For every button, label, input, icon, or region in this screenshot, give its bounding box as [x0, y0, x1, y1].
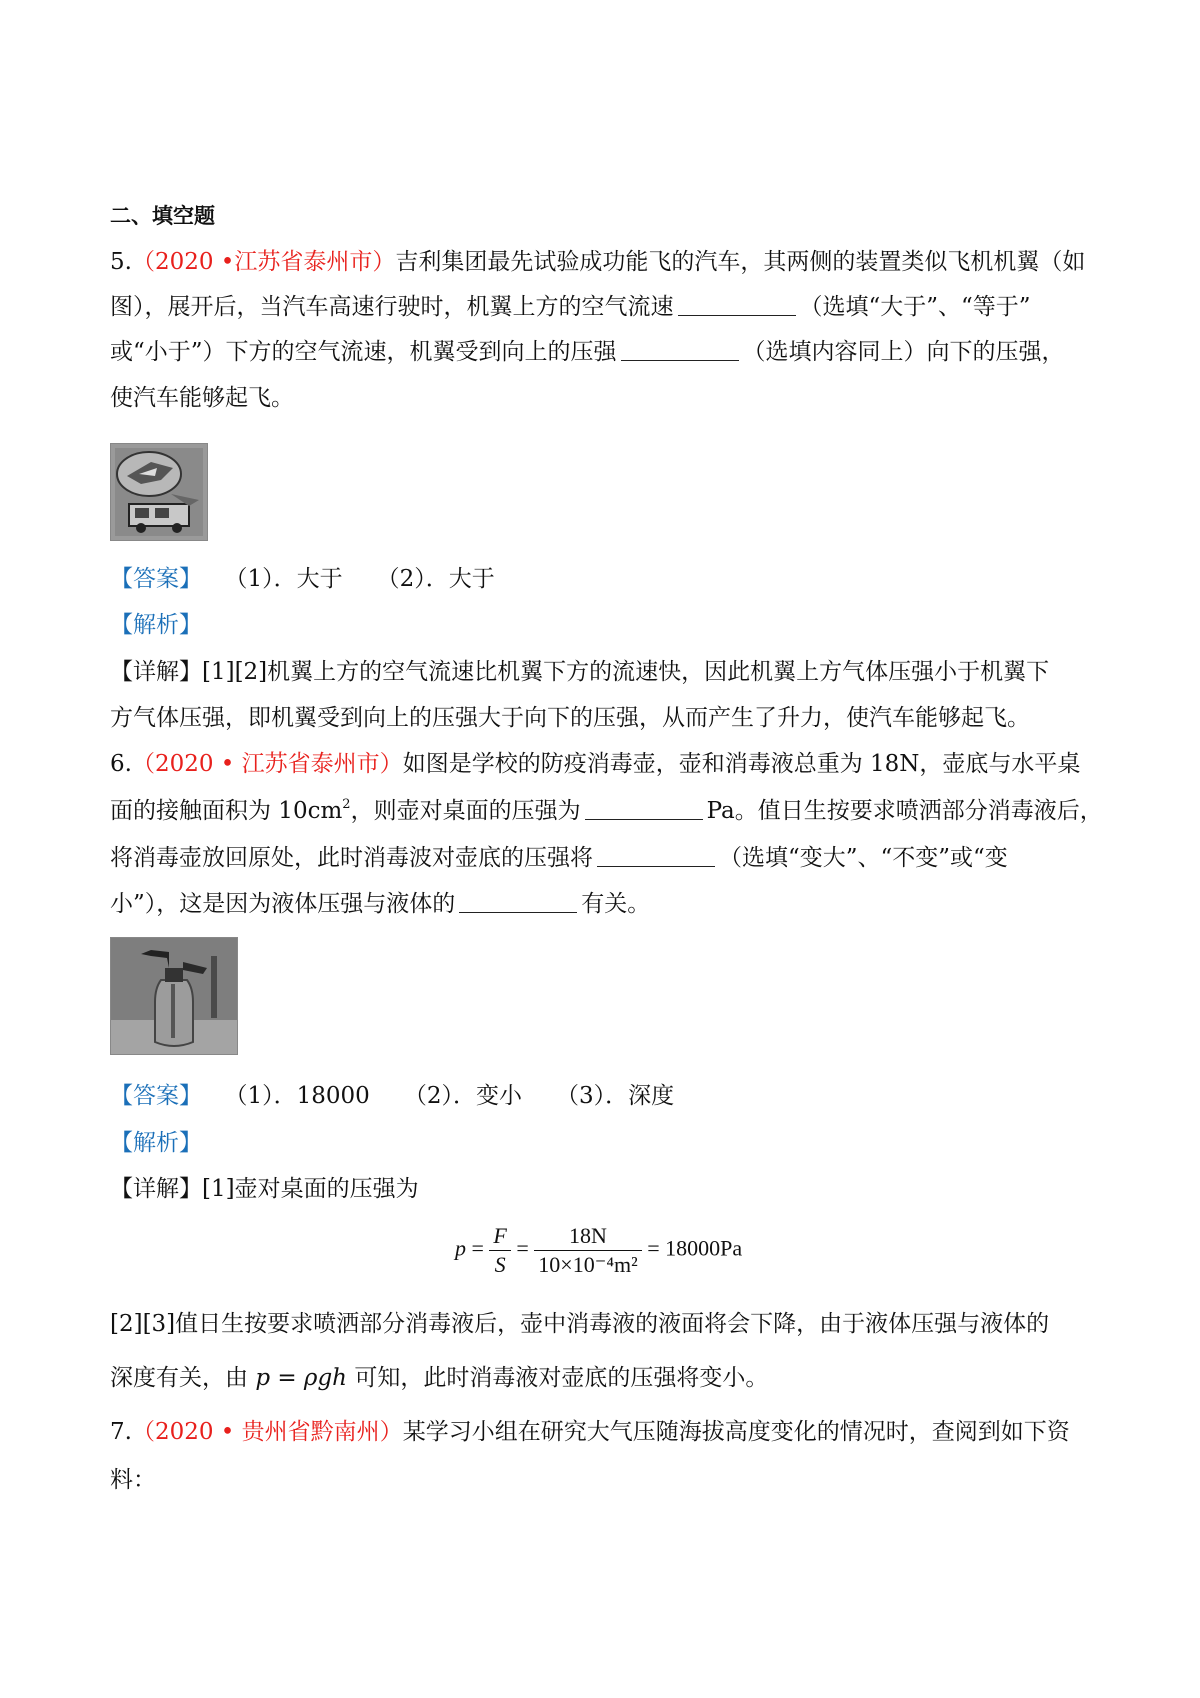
q6-detail-3 [110, 1362, 768, 1394]
formula-rhs: = 18000Pa [647, 1235, 743, 1261]
q7-line-1 [110, 1416, 1070, 1448]
q6-number: 6. [110, 751, 132, 777]
q6-line-3 [110, 842, 1008, 874]
q6-answer-2: （2）．变小 [403, 1083, 522, 1109]
q6-text-2c: Pa。值日生按要求喷洒部分消毒液后， [706, 798, 1103, 824]
formula-eq-1: = [471, 1235, 484, 1261]
fraction-2-denominator: 10×10⁻⁴m² [538, 1252, 638, 1277]
q5-answer-1: （1）．大于 [236, 566, 343, 592]
formula-eq-2: = [516, 1235, 529, 1261]
q6-line-4 [110, 888, 650, 920]
q5-detail-2: 方气体压强，即机翼受到向上的压强大于向下的压强，从而产生了升力，使汽车能够起飞。 [110, 705, 1030, 731]
q6-text-3a: 将消毒壶放回原处，此时消毒波对壶底的压强将 [110, 845, 593, 871]
q6-line-2 [110, 795, 1103, 827]
q6-answer-tag: 【答案】 [110, 1083, 202, 1109]
q7-text-1: 某学习小组在研究大气压随海拔高度变化的情况时，查阅到如下资 [402, 1419, 1070, 1445]
q5-detail-1: 【详解】[1][2]机翼上方的空气流速比机翼下方的流速快，因此机翼上方气体压强小于机翼下 [110, 659, 1050, 685]
q6-detail-3b: 可知，此时消毒液对壶底的压强将变小。 [354, 1365, 769, 1391]
fraction-2-numerator: 18N [534, 1222, 641, 1251]
q6-detail-1: 【详解】[1]壶对桌面的压强为 [110, 1176, 419, 1202]
q5-blank-2 [621, 338, 739, 361]
q5-text-3a: 或“小于”）下方的空气流速，机翼受到向上的压强 [110, 339, 617, 365]
q6-inline-formula: p = ρgh [255, 1365, 347, 1391]
q5-number: 5. [110, 249, 132, 275]
q6-blank-2 [597, 844, 715, 867]
q5-line-3 [110, 336, 1065, 368]
q5-answer-line [110, 563, 495, 595]
q5-text-2b: （选填“大于”、“等于” [799, 294, 1031, 320]
q5-analysis-tag: 【解析】 [110, 612, 202, 638]
fraction-1-denominator: S [494, 1252, 506, 1277]
q6-answer-1: （1）．18000 [236, 1083, 370, 1109]
q6-analysis-tag: 【解析】 [110, 1130, 202, 1156]
flying-car-figure [110, 443, 208, 541]
q7-number: 7. [110, 1419, 132, 1445]
q5-text-1: 吉利集团最先试验成功能飞的汽车，其两侧的装置类似飞机机翼（如 [395, 249, 1086, 275]
q7-line-2: 料： [110, 1467, 156, 1493]
q5-answer-tag: 【答案】 [110, 566, 202, 592]
q6-text-4b: 有关。 [581, 891, 651, 917]
q6-blank-1 [585, 797, 703, 820]
q5-source: （2020 •江苏省泰州市） [131, 249, 396, 275]
q6-text-2b: ，则壶对桌面的压强为 [350, 798, 581, 824]
q6-superscript: 2 [342, 797, 351, 812]
q6-blank-3 [459, 890, 577, 913]
q6-text-3b: （选填“变大”、“不变”或“变 [719, 845, 1008, 871]
formula-lhs: p [455, 1235, 466, 1261]
q6-source: （2020 • 江苏省泰州市） [131, 751, 403, 777]
q6-text-4a: 小”），这是因为液体压强与液体的 [110, 891, 456, 917]
pressure-formula [455, 1222, 742, 1279]
q5-line-1 [110, 246, 1085, 278]
q6-text-1: 如图是学校的防疫消毒壶，壶和消毒液总重为 18N，壶底与水平桌 [402, 751, 1081, 777]
formula-fraction-2 [534, 1222, 641, 1279]
q5-line-4: 使汽车能够起飞。 [110, 385, 294, 411]
q5-text-3b: （选填内容同上）向下的压强， [742, 339, 1065, 365]
q5-answer-2: （2）．大于 [376, 566, 495, 592]
q6-line-1 [110, 748, 1080, 780]
q7-source: （2020 • 贵州省黔南州） [131, 1419, 403, 1445]
fraction-1-numerator: F [489, 1222, 510, 1251]
q6-answer-line [110, 1080, 674, 1112]
q5-blank-1 [678, 293, 796, 316]
formula-fraction-1 [489, 1222, 510, 1279]
q5-line-2 [110, 291, 1031, 323]
q6-detail-3a: 深度有关，由 [110, 1365, 248, 1391]
disinfectant-sprayer-figure [110, 937, 238, 1055]
q6-detail-2: [2][3]值日生按要求喷洒部分消毒液后，壶中消毒液的液面将会下降，由于液体压强与液体的 [110, 1311, 1050, 1337]
q5-text-2a: 图），展开后，当汽车高速行驶时，机翼上方的空气流速 [110, 294, 674, 320]
q6-text-2a: 面的接触面积为 10cm [110, 798, 343, 824]
q6-answer-3: （3）．深度 [555, 1083, 675, 1109]
section-title: 二、填空题 [110, 204, 215, 228]
